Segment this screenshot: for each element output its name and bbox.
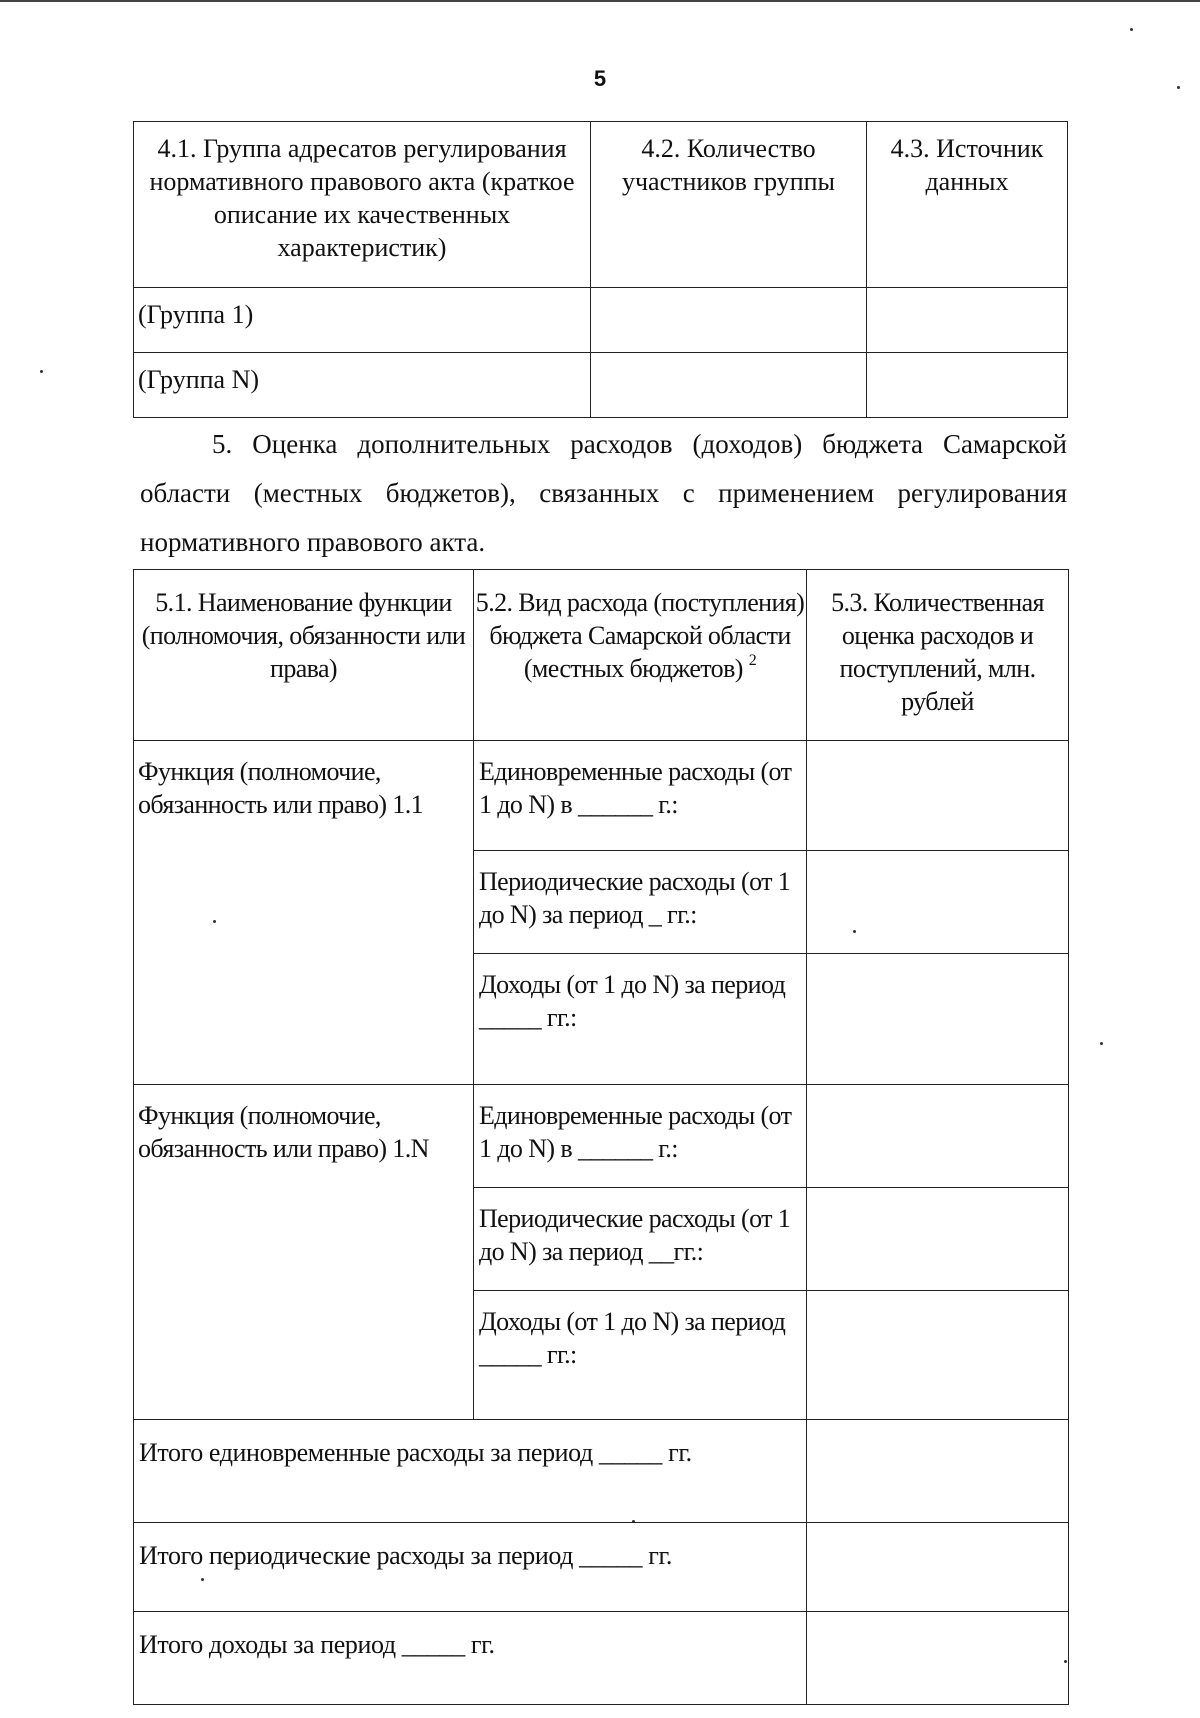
- page-number: 5: [593, 66, 607, 91]
- function-name-cell: Функция (полномочие, обязанность или право) 1.N: [134, 1085, 474, 1420]
- header-quantitative-estimate: 5.3. Количественная оценка расходов и поступлений, млн. рублей: [807, 570, 1069, 741]
- section-5-paragraph: 5. Оценка дополнительных расходов (доходов) бюджета Самарской области (местных бюджетов), связанных с применением регулирования нормативного правового акта.: [140, 429, 1067, 557]
- total-row: [134, 1420, 1069, 1523]
- table-row: [134, 353, 1068, 418]
- header-group-count: 4.2. Количество участников группы: [591, 122, 867, 288]
- function-name-cell: Функция (полномочие, обязанность или право) 1.1: [134, 741, 474, 1085]
- estimate-cell: [807, 1523, 1069, 1612]
- table-row: [134, 741, 1069, 851]
- expense-type-cell: Доходы (от 1 до N) за период _____ гг.:: [474, 954, 807, 1085]
- addressee-groups-table: [133, 121, 1068, 418]
- estimate-cell: [807, 1188, 1069, 1291]
- table-row: [134, 288, 1068, 353]
- expense-type-cell: Периодические расходы (от 1 до N) за период _ гг.:: [474, 851, 807, 954]
- budget-assessment-table: [133, 569, 1069, 1705]
- top-edge-line: [0, 0, 1200, 2]
- total-income-label: Итого доходы за период _____ гг.: [134, 1612, 807, 1705]
- estimate-cell: [807, 1612, 1069, 1705]
- expense-type-cell: Единовременные расходы (от 1 до N) в ______ г.:: [474, 741, 807, 851]
- estimate-cell: [807, 851, 1069, 954]
- estimate-cell: [807, 1291, 1069, 1420]
- footnote-marker: 2: [748, 652, 757, 669]
- total-row: [134, 1523, 1069, 1612]
- estimate-cell: [807, 1085, 1069, 1188]
- estimate-cell: [807, 954, 1069, 1085]
- expense-type-cell: Единовременные расходы (от 1 до N) в ______ г.:: [474, 1085, 807, 1188]
- group-source-cell: [867, 288, 1068, 353]
- scan-speck: [1100, 1042, 1103, 1045]
- group-source-cell: [867, 353, 1068, 418]
- header-addressee-group: 4.1. Группа адресатов регулирования нормативного правового акта (краткое описание их качественных характеристик): [134, 122, 591, 288]
- estimate-cell: [807, 741, 1069, 851]
- header-expense-type: [474, 570, 807, 741]
- group-count-cell: [591, 353, 867, 418]
- group-name-cell: (Группа 1): [134, 288, 591, 353]
- header-function-name: 5.1. Наименование функции (полномочия, обязанности или права): [134, 570, 474, 741]
- total-one-time-label: Итого единовременные расходы за период _____ гг.: [134, 1420, 807, 1523]
- expense-type-cell: Периодические расходы (от 1 до N) за период __гг.:: [474, 1188, 807, 1291]
- scan-speck: [40, 370, 43, 373]
- group-name-cell: (Группа N): [134, 353, 591, 418]
- scan-speck: [1177, 86, 1180, 89]
- group-count-cell: [591, 288, 867, 353]
- expense-type-cell: Доходы (от 1 до N) за период _____ гг.:: [474, 1291, 807, 1420]
- total-row: [134, 1612, 1069, 1705]
- scan-speck: [1130, 28, 1133, 31]
- header-data-source: 4.3. Источник данных: [867, 122, 1068, 288]
- estimate-cell: [807, 1420, 1069, 1523]
- total-periodic-label: Итого периодические расходы за период _____ гг.: [134, 1523, 807, 1612]
- table-row: [134, 1085, 1069, 1188]
- header-expense-type-text: 5.2. Вид расхода (поступления) бюджета Самарской области (местных бюджетов): [475, 588, 805, 683]
